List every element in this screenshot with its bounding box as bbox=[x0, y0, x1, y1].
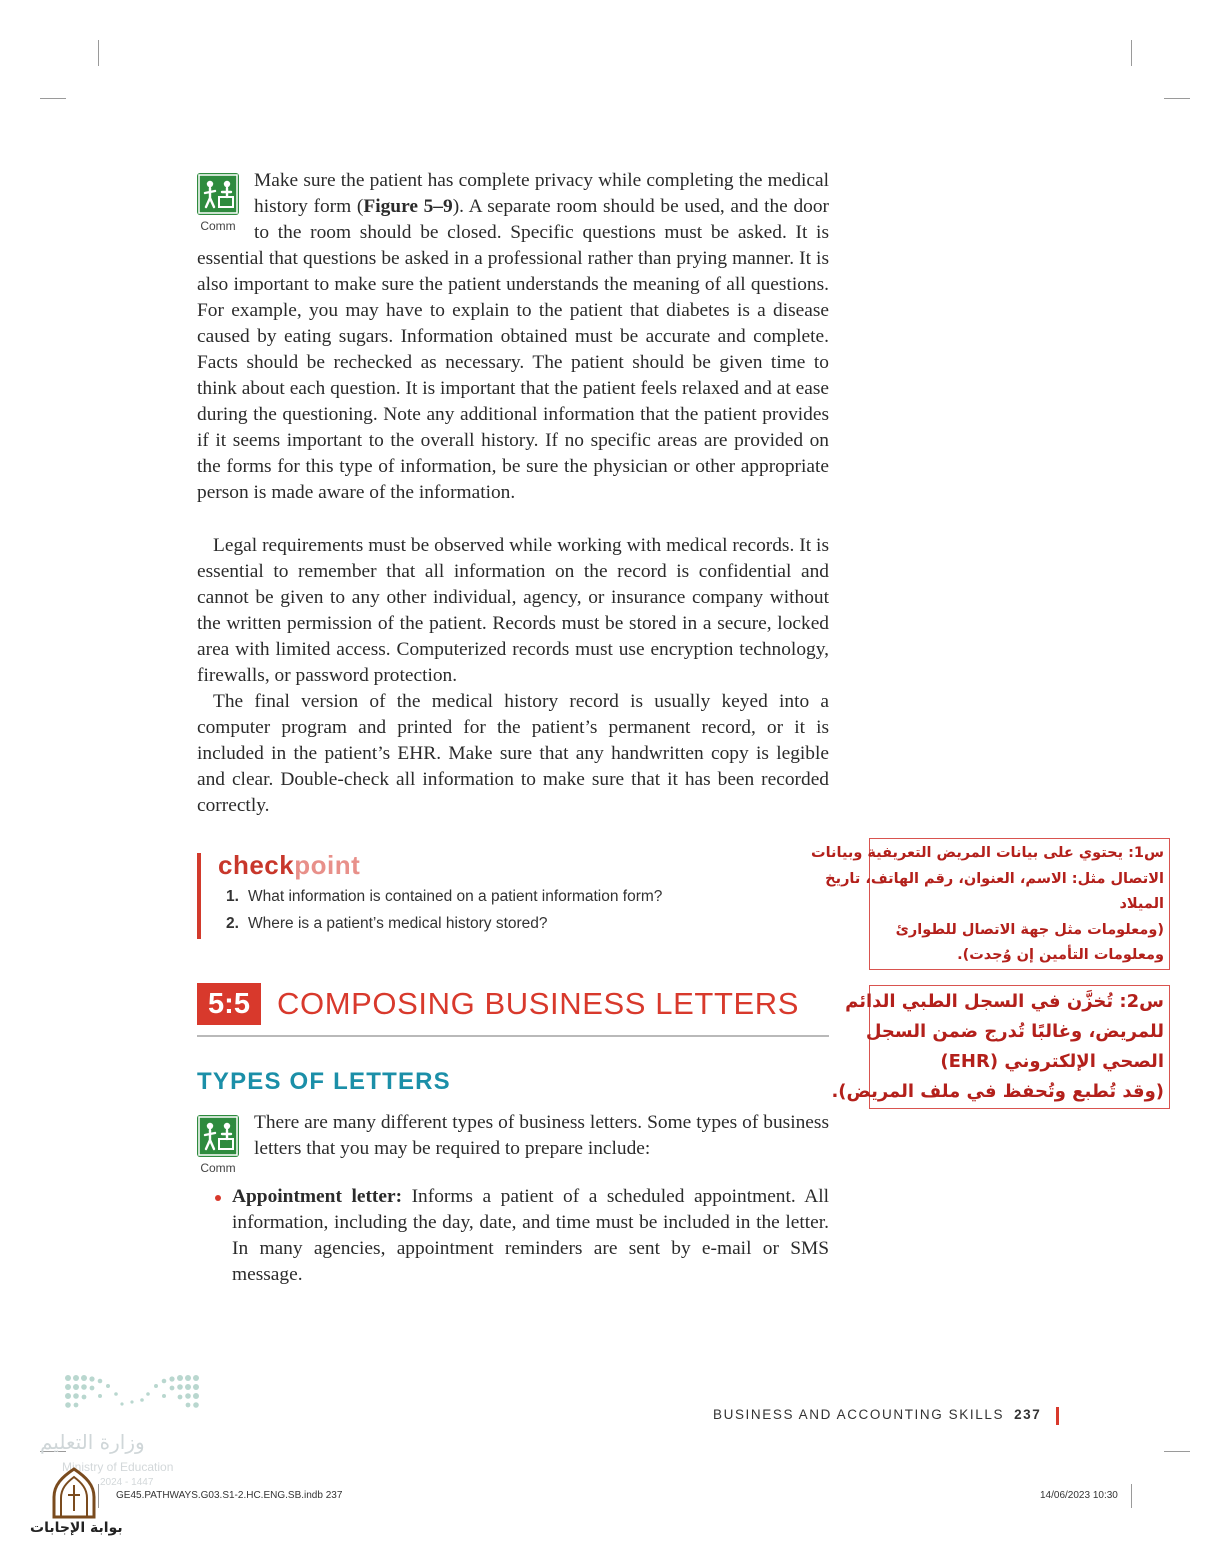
running-footer bbox=[713, 1407, 1041, 1422]
running-head: BUSINESS AND ACCOUNTING SKILLS bbox=[713, 1407, 1005, 1422]
section-number-badge: 5:5 bbox=[197, 983, 261, 1025]
bullet-text: Informs a patient of a scheduled appointment. All information, including the day, date, and time must be included in the letter. In many agencies, appointment reminders are sent by e-mail or SMS message. bbox=[232, 1186, 829, 1285]
checkpoint-item-1 bbox=[226, 888, 662, 906]
print-slug-left: GE45.PATHWAYS.G03.S1-2.HC.ENG.SB.indb 237 bbox=[116, 1490, 343, 1501]
checkpoint-item-2 bbox=[226, 915, 548, 933]
paragraph-1-start: Make sure the patient has complete privacy while completing the medical history form ( bbox=[254, 170, 829, 217]
ministry-name-english: Ministry of Education bbox=[62, 1460, 174, 1474]
body-paragraph-final-version bbox=[197, 689, 829, 819]
answer-note-q2 bbox=[831, 985, 1170, 1109]
ministry-dots-icon bbox=[62, 1372, 202, 1420]
body-paragraph-privacy bbox=[197, 168, 829, 506]
paragraph-3: The final version of the medical history record is usually keyed into a computer program and printed for the patient’s permanent record, or it is included in the patient’s EHR. Make sure that any handwritten copy is legible and clear. Double-check all information to make sure that it has been recorded correctly. bbox=[197, 691, 829, 816]
paragraph-2: Legal requirements must be observed while working with medical records. It is essential to remember that all information on the record is confidential and cannot be given to any other individual, agency, or insurance company without the written permission of the patient. Records must be stored in a secure, locked area with limited access. Computerized records must use encryption technology, firewalls, or password protection. bbox=[197, 535, 829, 686]
crop-mark-bottom-right-v bbox=[1131, 1484, 1132, 1508]
body-paragraph-legal bbox=[197, 533, 829, 689]
note-line: الصحي الإلكتروني (EHR) bbox=[940, 1051, 1164, 1072]
note-line: الميلاد bbox=[1119, 896, 1164, 912]
checkpoint-title-a: check bbox=[218, 850, 295, 880]
comm-icon bbox=[197, 1115, 239, 1157]
portal-logo-icon bbox=[48, 1467, 100, 1521]
checkpoint-bar bbox=[197, 853, 201, 939]
note-line: ومعلومات التأمين إن وُجدت). bbox=[957, 947, 1164, 963]
crop-mark-bottom-right-h bbox=[1164, 1451, 1190, 1452]
paragraph-1-rest: ). A separate room should be used, and the door to the room should be closed. Specific questions must be asked. It is essential that questions be asked in a professional rather than prying manner. It is also important to make sure the patient understands the meaning of all questions. For example, you may have to explain to the patient that diabetes is a disease caused by eating sugars. Information obtained must be accurate and complete. Facts should be rechecked as necessary. The patient should be given time to think about each question. It is important that the patient feels relaxed and at ease during the questioning. Note any additional information that the patient provides if it seems important to the overall history. If no specific areas are provided on the forms for this type of information, be sure the physician or other appropriate person is made aware of the information. bbox=[197, 196, 829, 503]
crop-mark-top-left-v bbox=[98, 40, 99, 66]
checkpoint-item-text: What information is contained on a patient information form? bbox=[248, 888, 663, 905]
answer-note-q1 bbox=[811, 838, 1170, 970]
bullet-appointment-letter bbox=[232, 1184, 829, 1288]
checkpoint-item-num: 2. bbox=[226, 915, 239, 932]
checkpoint-item-num: 1. bbox=[226, 888, 239, 905]
comm-label: Comm bbox=[200, 1161, 236, 1175]
crop-mark-top-right-v bbox=[1131, 40, 1132, 66]
comm-label: Comm bbox=[200, 219, 236, 233]
footer-accent-bar bbox=[1056, 1407, 1059, 1425]
subsection-title: TYPES OF LETTERS bbox=[197, 1068, 451, 1095]
note-line: (وقد تُطبع وتُحفظ في ملف المريض). bbox=[831, 1081, 1164, 1102]
note-line: س1: يحتوي على بيانات المريض التعريفية وبيانات bbox=[811, 845, 1164, 861]
checkpoint-title-b: point bbox=[294, 850, 361, 880]
note-line: للمريض، وغالبًا تُدرج ضمن السجل bbox=[865, 1021, 1164, 1042]
print-slug-right: 14/06/2023 10:30 bbox=[1040, 1490, 1118, 1501]
section-title: COMPOSING BUSINESS LETTERS bbox=[277, 986, 800, 1021]
crop-mark-right-h bbox=[1164, 98, 1190, 99]
note-line: الاتصال مثل: الاسم، العنوان، رقم الهاتف، تاريخ bbox=[825, 870, 1164, 887]
note-line: (ومعلومات مثل جهة الاتصال للطوارئ bbox=[895, 921, 1164, 938]
ministry-name-arabic: وزارة التعليم bbox=[40, 1430, 145, 1454]
bullet-icon bbox=[215, 1195, 221, 1201]
page-number: 237 bbox=[1014, 1407, 1042, 1422]
section-rule bbox=[197, 1035, 829, 1037]
portal-label: بوابة الإجابات bbox=[30, 1520, 123, 1536]
figure-reference: Figure 5–9 bbox=[363, 196, 453, 217]
crop-mark-left-h bbox=[40, 98, 66, 99]
ministry-year: 2024 - 1447 bbox=[100, 1477, 154, 1488]
note-line: س2: تُخزَّن في السجل الطبي الدائم bbox=[845, 991, 1164, 1012]
section-intro: There are many different types of business letters. Some types of business letters that you may be required to prepare include: bbox=[254, 1112, 829, 1159]
checkpoint-title bbox=[218, 850, 360, 881]
bullet-term: Appointment letter: bbox=[232, 1186, 403, 1207]
checkpoint-item-text: Where is a patient’s medical history stored? bbox=[248, 915, 548, 932]
